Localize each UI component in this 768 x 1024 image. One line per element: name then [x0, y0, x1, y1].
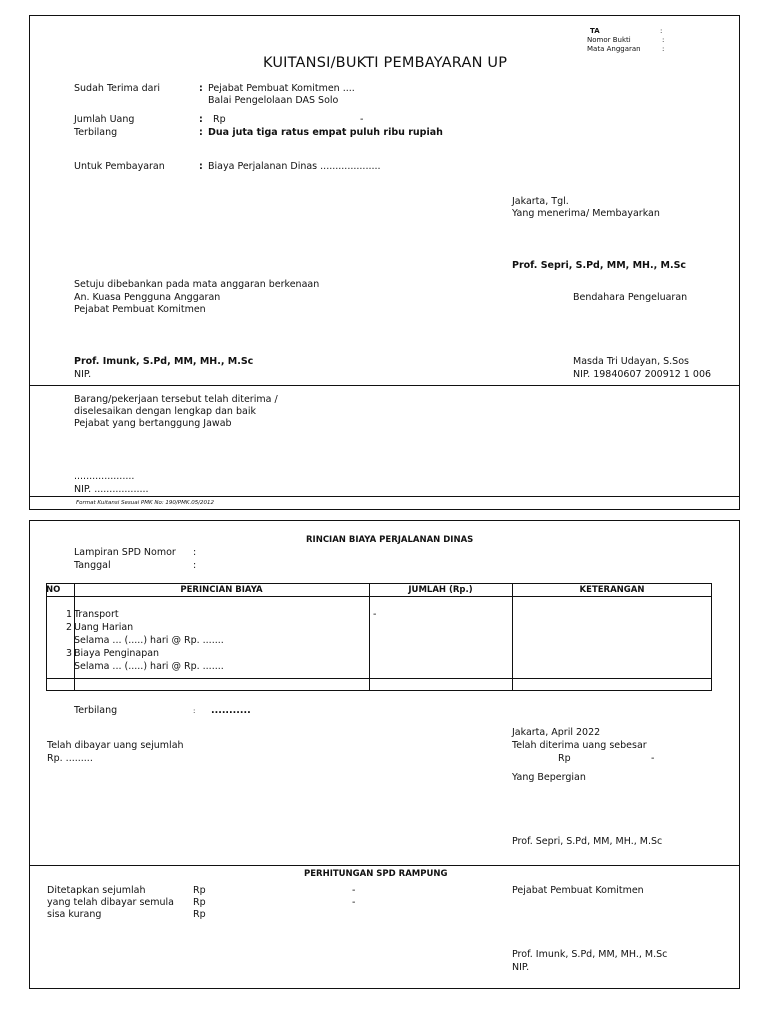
spelled-value: Dua juta tiga ratus empat puluh ribu rupiah — [208, 127, 443, 138]
mata-anggaran-colon: : — [662, 45, 665, 53]
ppk-name: Prof. Imunk, S.Pd, MM, MH., M.Sc — [74, 356, 254, 367]
receiver-name: Prof. Sepri, S.Pd, MM, MH., M.Sc — [512, 260, 687, 271]
payment-for-label: Untuk Pembayaran — [74, 161, 165, 172]
rampung-value-1: - — [352, 885, 356, 896]
kpa-label: An. Kuasa Pengguna Anggaran — [74, 292, 221, 303]
rampung-label-1: Ditetapkan sejumlah — [47, 885, 146, 896]
ppk-nip: NIP. — [74, 369, 92, 380]
receipt-divider — [29, 385, 740, 386]
rampung-label-3: sisa kurang — [47, 909, 102, 920]
header-keterangan: KETERANGAN — [579, 585, 645, 595]
table-col-line-2 — [369, 583, 370, 691]
received-value: - — [651, 753, 655, 764]
receipt-title: KUITANSI/BUKTI PEMBAYARAN UP — [263, 55, 508, 71]
row-desc-2: Uang Harian — [74, 622, 134, 633]
footer-divider — [29, 496, 740, 497]
row-no-2: 2 — [66, 622, 73, 633]
row-amount-1: - — [373, 609, 377, 620]
ppk-label: Pejabat Pembuat Komitmen — [74, 304, 206, 315]
amount-value: - — [360, 114, 364, 125]
goods-line-1: Barang/pekerjaan tersebut telah diterima / — [74, 394, 278, 405]
amount-label: Jumlah Uang — [74, 114, 135, 125]
date-colon: : — [193, 560, 197, 571]
row-no-4: 3 — [66, 648, 73, 659]
goods-sign: .................... — [74, 471, 135, 482]
rampung-ppk-name: Prof. Imunk, S.Pd, MM, MH., M.Sc — [512, 949, 668, 960]
treasurer-nip: NIP. 19840607 200912 1 006 — [573, 369, 712, 380]
spd-colon: : — [193, 547, 197, 558]
mata-anggaran-label: Mata Anggaran — [587, 45, 641, 53]
ta-label: TA — [590, 27, 600, 35]
row-desc-5: Selama ... (.....) hari @ Rp. ....... — [74, 661, 224, 672]
traveler-name: Prof. Sepri, S.Pd, MM, MH., M.Sc — [512, 836, 663, 847]
amount-currency: Rp — [213, 114, 226, 125]
treasurer-name: Masda Tri Udayan, S.Sos — [573, 356, 689, 367]
rampung-value-2: - — [352, 897, 356, 908]
paid-label: Telah dibayar uang sejumlah — [47, 740, 184, 751]
receiver-label: Yang menerima/ Membayarkan — [512, 208, 660, 219]
rampung-ppk-nip: NIP. — [512, 962, 530, 973]
header-no: NO — [46, 585, 61, 595]
received-label: Telah diterima uang sebesar — [512, 740, 647, 751]
nomor-bukti-label: Nomor Bukti — [587, 36, 631, 44]
rampung-divider — [29, 865, 740, 866]
row-no-1: 1 — [66, 609, 73, 620]
spd-label: Lampiran SPD Nomor — [74, 547, 176, 558]
rincian-spelled-value: ........... — [211, 705, 251, 716]
rincian-spelled-colon: : — [193, 707, 196, 715]
rampung-title: PERHITUNGAN SPD RAMPUNG — [304, 869, 448, 879]
date-label: Tanggal — [74, 560, 111, 571]
ta-colon: : — [660, 27, 663, 35]
paid-value: Rp. ......... — [47, 753, 93, 764]
received-from-value-2: Balai Pengelolaan DAS Solo — [208, 95, 339, 106]
row-desc-1: Transport — [74, 609, 119, 620]
payment-for-colon: : — [199, 161, 203, 172]
received-from-label: Sudah Terima dari — [74, 83, 161, 94]
header-perincian: PERINCIAN BIAYA — [180, 585, 263, 595]
rampung-label-2: yang telah dibayar semula — [47, 897, 175, 908]
amount-colon: : — [199, 114, 203, 125]
rampung-currency-3: Rp — [193, 909, 206, 920]
nomor-bukti-colon: : — [662, 36, 665, 44]
treasurer-label: Bendahara Pengeluaran — [573, 292, 688, 303]
footer-note: Format Kuitansi Sesuai PMK No: 190/PMK.05/2012 — [76, 500, 215, 506]
header-jumlah: JUMLAH (Rp.) — [408, 585, 473, 595]
spelled-colon: : — [199, 127, 203, 138]
traveler-label: Yang Bepergian — [512, 772, 586, 783]
row-desc-3: Selama ... (.....) hari @ Rp. ....... — [74, 635, 224, 646]
table-total-line — [46, 678, 712, 679]
table-header-line — [46, 596, 712, 597]
rincian-spelled-label: Terbilang — [74, 705, 118, 716]
received-currency: Rp — [558, 753, 571, 764]
table-col-line-3 — [512, 583, 513, 691]
place-date: Jakarta, Tgl. — [512, 196, 569, 207]
rampung-currency-2: Rp — [193, 897, 206, 908]
rampung-currency-1: Rp — [193, 885, 206, 896]
payment-for-value: Biaya Perjalanan Dinas .................... — [208, 161, 381, 172]
spelled-label: Terbilang — [74, 127, 118, 138]
rampung-ppk-label: Pejabat Pembuat Komitmen — [512, 885, 644, 896]
goods-nip: NIP. .................. — [74, 484, 149, 495]
approve-text: Setuju dibebankan pada mata anggaran berkenaan — [74, 279, 320, 290]
rincian-title: RINCIAN BIAYA PERJALANAN DINAS — [306, 535, 474, 545]
goods-line-2: diselesaikan dengan lengkap dan baik — [74, 406, 256, 417]
row-desc-4: Biaya Penginapan — [74, 648, 160, 659]
received-from-colon: : — [199, 83, 203, 94]
rincian-place-date: Jakarta, April 2022 — [512, 727, 601, 738]
received-from-value-1: Pejabat Pembuat Komitmen .... — [208, 83, 355, 94]
goods-line-3: Pejabat yang bertanggung Jawab — [74, 418, 232, 429]
